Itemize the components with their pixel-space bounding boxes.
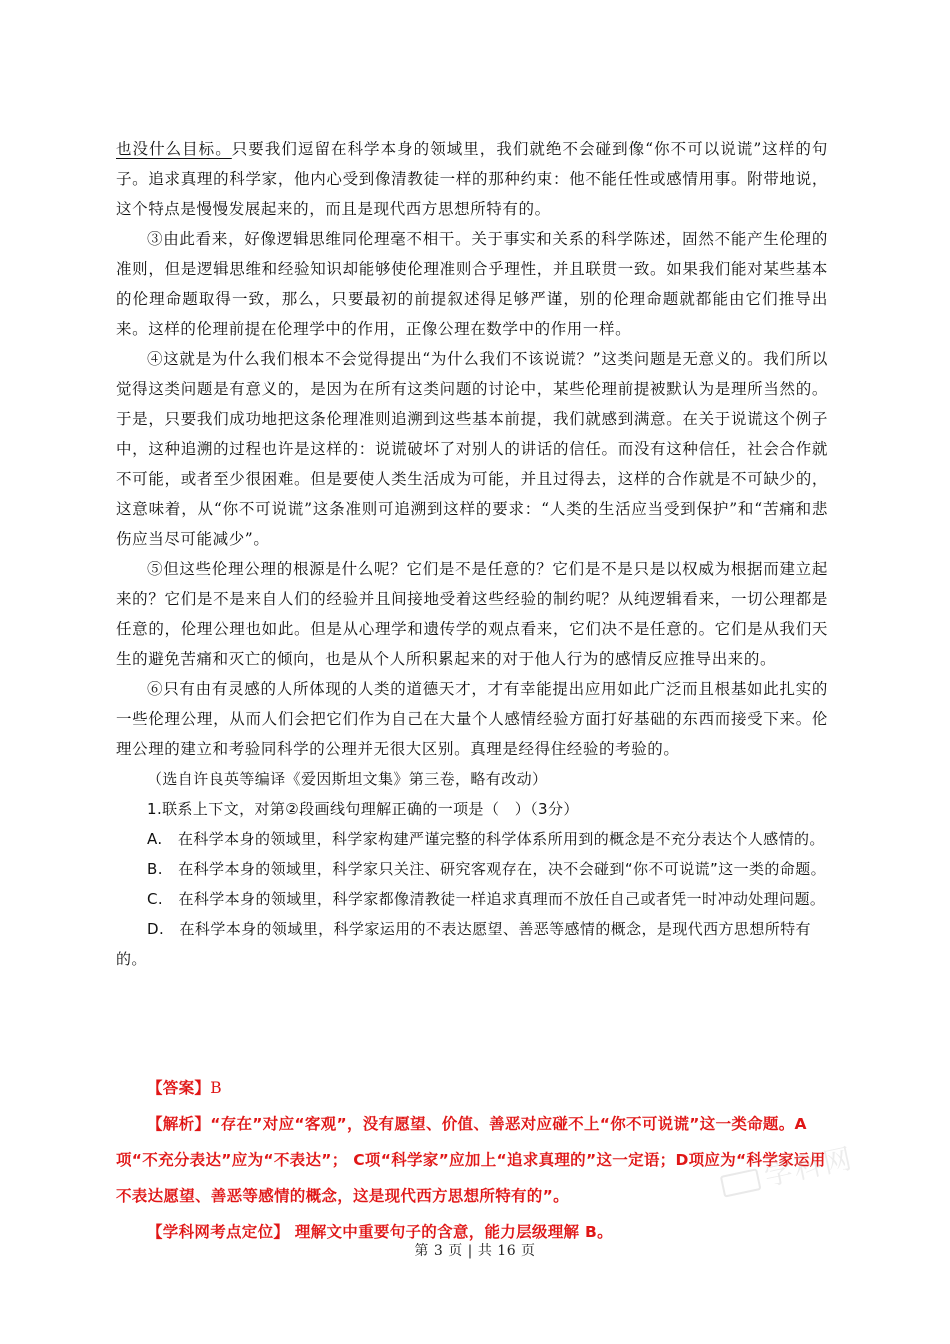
option-c: C. 在科学本身的领域里，科学家都像清教徒一样追求真理而不放任自己或者凭一时冲动处理问题。 (147, 890, 826, 908)
knowledge-point-text: 理解文中重要句子的含意，能力层级理解 B。 (289, 1223, 613, 1241)
answer-section (116, 1070, 828, 1250)
answer-line (116, 1070, 828, 1106)
passage-body (116, 134, 828, 974)
paragraph-6: ⑥只有由有灵感的人所体现的人类的道德天才，才有幸能提出应用如此广泛而且根基如此扎实的一些伦理公理，从而人们会把它们作为自己在大量个人感情经验方面打好基础的东西而接受下来。伦理公理的建立和考验同科学的公理并无很大区别。真理是经得住经验的考验的。 (116, 680, 828, 758)
page-footer: 第 3 页 | 共 16 页 (414, 1243, 536, 1259)
watermark-text: 学科网 (761, 1141, 857, 1193)
paragraph-4: ④这就是为什么我们根本不会觉得提出“为什么我们不该说谎？”这类问题是无意义的。我们所以觉得这类问题是有意义的，是因为在所有这类问题的讨论中，某些伦理前提被默认为是理所当然的。于是，只要我们成功地把这条伦理准则追溯到这些基本前提，我们就感到满意。在关于说谎这个例子中，这种追溯的过程也许是这样的：说谎破坏了对别人的讲话的信任。而没有这种信任，社会合作就不可能，或者至少很困难。但是要使人类生活成为可能，并且过得去，这样的合作就是不可缺少的，这意味着，从“你不可说谎”这条准则可追溯到这样的要求：“人类的生活应当受到保护”和“苦痛和悲伤应当尽可能减少”。 (116, 350, 828, 548)
option-b: B. 在科学本身的领域里，科学家只关注、研究客观存在，决不会碰到“你不可说谎”这一类的命题。 (147, 860, 827, 878)
paragraph-2-tail (116, 134, 828, 224)
answer-value: B (210, 1079, 222, 1097)
option-d: D. 在科学本身的领域里，科学家运用的不表达愿望、善恶等感情的概念，是现代西方思想所特有的。 (116, 920, 811, 968)
answer-label: 【答案】 (147, 1079, 211, 1097)
underlined-sentence: 也没什么目标。 (116, 140, 232, 158)
option-a: A. 在科学本身的领域里，科学家构建严谨完整的科学体系所用到的概念是不充分表达个人感情的。 (147, 830, 825, 848)
analysis-label: 【解析】 (147, 1115, 211, 1133)
source-citation: （选自许良英等编译《爱因斯坦文集》第三卷，略有改动） (147, 770, 548, 788)
knowledge-point-label: 【学科网考点定位】 (147, 1223, 290, 1241)
paragraph-5: ⑤但这些伦理公理的根源是什么呢？它们是不是任意的？它们是不是只是以权威为根据而建立起来的？它们是不是来自人们的经验并且间接地受着这些经验的制约呢？从纯逻辑看来，一切公理都是任意的，伦理公理也如此。但是从心理学和遗传学的观点看来，它们决不是任意的。它们是从我们天生的避免苦痛和灭亡的倾向，也是从个人所积累起来的对于他人行为的感情反应推导出来的。 (116, 560, 828, 668)
question-stem: 1.联系上下文，对第②段画线句理解正确的一项是（ ）（3分） (147, 800, 579, 818)
paragraph-3: ③由此看来，好像逻辑思维同伦理毫不相干。关于事实和关系的科学陈述，固然不能产生伦理的准则，但是逻辑思维和经验知识却能够使伦理准则合乎理性，并且联贯一致。如果我们能对某些基本的伦理命题取得一致，那么，只要最初的前提叙述得足够严谨，别的伦理命题就都能由它们推导出来。这样的伦理前提在伦理学中的作用，正像公理在数学中的作用一样。 (116, 230, 828, 338)
graduation-cap-icon (720, 1168, 762, 1197)
analysis-line (116, 1106, 828, 1214)
paragraph-2-rest: 只要我们逗留在科学本身的领域里，我们就绝不会碰到像“你不可以说谎”这样的句子。追求真理的科学家，他内心受到像清教徒一样的那种约束：他不能任性或感情用事。附带地说，这个特点是慢慢发展起来的，而且是现代西方思想所特有的。 (116, 140, 829, 218)
analysis-text: “存在”对应“客观”，没有愿望、价值、善恶对应碰不上“你不可说谎”这一类命题。A项“不充分表达”应为“不表达”； C项“科学家”应加上“追求真理的”这一定语；D项应为“科学家运用不表达愿望、善恶等感情的概念，这是现代西方思想所特有的”。 (116, 1115, 826, 1205)
